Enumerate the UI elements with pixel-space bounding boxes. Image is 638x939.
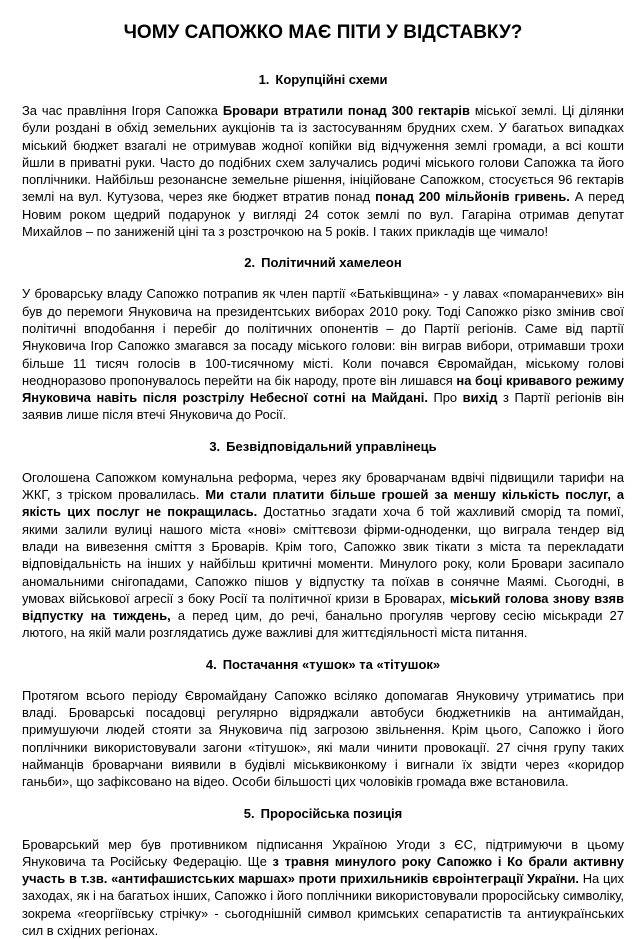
section-number: 3. [209,439,220,454]
section-number: 5. [244,806,255,821]
text-run: У броварську владу Сапожко потрапив як член партії «Батьківщина» - у лавах «помаранчевих» він був до перемоги Януковича на президентських виборах 2010 року. Тоді Сапожко різко змінив свої політичні вподобання і перебіг до політичних опонентів – до Партії регіонів. Саме від партії Януковича Ігор Сапожко змагався за посаду міського голови: він виграв вибори, отримавши трохи більше 11 тисяч голосів в 100-тисячному місті. Коли почався Євромайдан, міському голові неодноразово пропонувалось перейти на бік народу, проте він лишався [22,286,624,387]
bold-text-run: вихід [463,390,498,405]
section-paragraph [22,836,624,939]
text-run: А перед Новим роком щедрий подарунок у вигляді 24 соток землі по вул. Гагаріна отримав депутат Михайлов – по заниженій ціні та з розстрочкою на 5 років. І таких прикладів ще чимало! [22,189,624,239]
text-run: Достатньо згадати хоча б той жахливий сморід та помиї, якими залили вулиці нашого міста «нові» сміттєвози фірми-одноденки, що виграла тендер від влади на вивезення сміття з Броварів. Крім того, Сапожко звик тікати з міста та перекладати відповідальність на інших у найбільш критичні моменти. Минулого року, коли Бровари засипало аномальними снігопадами, Сапожко пішов у відпустку та поїхав в сонячне Маямі. Сьогодні, в умовах військової агресії з боку Росії та політичної кризи в Броварах, [22,504,624,605]
section-manager [22,439,624,642]
bold-text-run: міський голова знову взяв відпустку на тиждень, [22,591,624,623]
text-run: Про [428,390,463,405]
text-run: За час правління Ігоря Сапожка [22,103,223,118]
section-heading [22,657,624,672]
section-paragraph [22,102,624,240]
section-corruption [22,72,624,240]
section-number: 2. [244,255,255,270]
bold-text-run: з травня минулого року Сапожко і Ко брали активну участь в т.зв. «антифашистських маршах» проти прихильників євроінтеграції України. [22,854,624,886]
text-run: Протягом всього періоду Євромайдану Сапожко всіляко допомагав Януковичу утриматись при владі. Броварські посадовці регулярно відряджали автобуси бюджетників на антимайдан, примушуючи людей стояти за Януковича під загрозою звільнення. Крім цього, Сапожко і його поплічники використовували загони «тітушок», які мали чинити провокації. 27 січня групу таких найманців броварчани виявили в будівлі міськвиконкому і вигнали їх звідти через «коридор ганьби», що зафіксовано на відео. Особи більшості цих чоловіків громада вже встановила. [22,688,624,789]
section-heading [22,72,624,87]
bold-text-run: на боці кривавого режиму Януковича навіть після розстрілу Небесної сотні на Майдані. [22,373,624,405]
section-heading [22,439,624,454]
section-chameleon [22,255,624,423]
section-heading [22,255,624,270]
section-paragraph [22,687,624,791]
text-run: На цих заходах, як і на багатьох інших, Сапожко і його поплічники використовували проросійську символіку, зокрема «георгіївську стрічку» - сьогоднішній символ кримських сепаратистів та антиукраїнських сил в східних регіонах. [22,871,624,938]
section-heading-text: Корупційні схеми [275,72,387,87]
text-run: а перед цим, до речі, банально прогуляв чергову сесію міськради 27 лютого, на якій мали розглядатись дуже важливі для життєдіяльності міста питання. [22,608,624,640]
section-heading-text: Проросійська позиція [261,806,403,821]
section-titushky [22,657,624,791]
document-title: ЧОМУ САПОЖКО МАЄ ПІТИ У ВІДСТАВКУ? [22,22,624,44]
section-heading-text: Безвідповідальний управлінець [226,439,436,454]
bold-text-run: понад 200 мільйонів гривень. [375,189,570,204]
section-heading [22,806,624,821]
section-number: 1. [259,72,270,87]
text-run: Оголошена Сапожком комунальна реформа, через яку броварчанам вдвічі підвищили тарифи на ЖКГ, з тріском провалилась. [22,470,624,502]
section-number: 4. [206,657,217,672]
bold-text-run: Ми стали платити більше грошей за меншу кількість послуг, а якість цих послуг не покращилась. [22,487,624,519]
section-paragraph [22,285,624,423]
section-pro-russian [22,806,624,939]
section-heading-text: Політичний хамелеон [261,255,402,270]
bold-text-run: Бровари втратили понад 300 гектарів [223,103,470,118]
section-heading-text: Постачання «тушок» та «тітушок» [223,657,440,672]
text-run: з Партії регіонів він заявив лише після втечі Януковича до Росії. [22,390,624,422]
section-paragraph [22,469,624,642]
text-run: Броварський мер був противником підписання Україною Угоди з ЄС, підтримуючи в цьому Януковича та Російську Федерацію. Ще [22,837,624,869]
text-run: міської землі. Ці ділянки були роздані в обхід земельних аукціонів та із застосуванням брудних схем. У багатьох випадках міський бюджет взагалі не отримував жодної копійки від відчуження землі громади, а всі кошти йшли в приватні руки. Часто до подібних схем залучались родичі міського голови Сапожка та його поплічники. Найбільш резонансне земельне рішення, ініційоване Сапожком, стосується 96 гектарів землі на вул. Кутузова, через яке бюджет втратив понад [22,103,624,204]
